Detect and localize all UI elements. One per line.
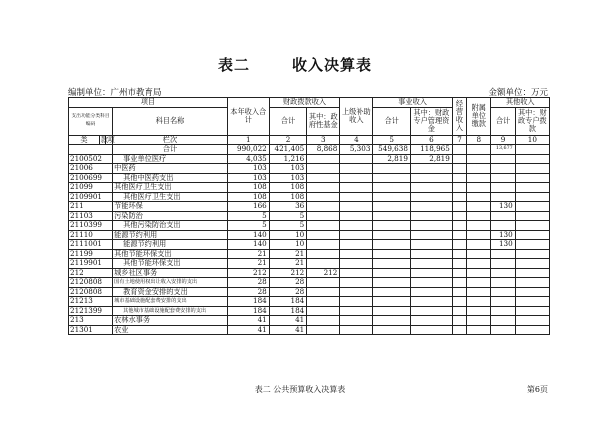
row-cell <box>515 287 549 297</box>
row-name: 教育资金安排的支出 <box>113 287 228 297</box>
row-cell <box>373 297 411 307</box>
table-row <box>69 221 550 231</box>
row-code: 21006 <box>69 164 113 174</box>
row-cell <box>410 278 452 288</box>
total-cell <box>452 145 466 155</box>
table-row <box>69 249 550 259</box>
row-cell: 103 <box>269 164 307 174</box>
row-code: 2120808 <box>69 287 113 297</box>
row-cell <box>452 154 466 164</box>
row-cell <box>373 278 411 288</box>
total-cell: 421,405 <box>269 145 307 155</box>
row-cell <box>491 173 515 183</box>
row-cell: 140 <box>227 230 269 240</box>
row-cell <box>373 287 411 297</box>
row-cell: 103 <box>269 173 307 183</box>
row-cell <box>410 297 452 307</box>
row-cell <box>410 173 452 183</box>
row-name: 事业单位医疗 <box>113 154 228 164</box>
row-cell <box>307 230 340 240</box>
col-num: 4 <box>340 135 373 145</box>
row-cell <box>307 259 340 269</box>
row-code: 213 <box>69 316 113 326</box>
row-cell <box>410 183 452 193</box>
row-cell: 140 <box>227 240 269 250</box>
row-cell <box>515 164 549 174</box>
table-row <box>69 183 550 193</box>
table-title: 收入决算表 <box>292 56 373 74</box>
row-cell <box>452 230 466 240</box>
row-cell <box>307 325 340 335</box>
row-code: 2111001 <box>69 240 113 250</box>
row-cell <box>373 316 411 326</box>
row-cell <box>307 211 340 221</box>
row-cell <box>410 221 452 231</box>
row-cell <box>340 192 373 202</box>
row-cell <box>491 259 515 269</box>
row-cell: 36 <box>269 202 307 212</box>
row-cell <box>515 249 549 259</box>
header-fiscal-total: 合计 <box>269 107 307 135</box>
row-code: 211 <box>69 202 113 212</box>
header-xiang: 项 <box>107 134 115 144</box>
row-cell <box>410 164 452 174</box>
row-cell <box>491 221 515 231</box>
row-cell <box>515 297 549 307</box>
row-cell <box>340 154 373 164</box>
row-cell <box>373 164 411 174</box>
row-cell <box>515 240 549 250</box>
row-cell <box>410 211 452 221</box>
row-code: 2100502 <box>69 154 113 164</box>
row-cell <box>467 164 491 174</box>
row-cell <box>515 221 549 231</box>
total-row <box>69 145 550 155</box>
row-cell <box>467 183 491 193</box>
row-name: 其他医疗卫生支出 <box>113 192 228 202</box>
col-num: 5 <box>373 135 411 145</box>
row-cell <box>515 173 549 183</box>
row-cell: 212 <box>227 268 269 278</box>
row-cell <box>307 154 340 164</box>
row-cell <box>340 211 373 221</box>
row-cell <box>491 249 515 259</box>
row-cell: 10 <box>269 240 307 250</box>
header-affiliated: 附属单位缴款 <box>467 98 491 136</box>
row-cell <box>515 259 549 269</box>
row-cell: 103 <box>227 164 269 174</box>
row-cell: 41 <box>269 316 307 326</box>
page-number: 第6页 <box>526 385 548 394</box>
row-cell: 130 <box>491 202 515 212</box>
row-cell <box>340 316 373 326</box>
row-cell <box>515 192 549 202</box>
row-cell <box>491 297 515 307</box>
table-row <box>69 287 550 297</box>
row-cell <box>373 268 411 278</box>
col-num: 3 <box>307 135 340 145</box>
row-cell <box>307 278 340 288</box>
row-cell <box>515 325 549 335</box>
row-code: 2109901 <box>69 192 113 202</box>
row-cell <box>410 249 452 259</box>
row-cell <box>340 297 373 307</box>
row-cell <box>467 230 491 240</box>
row-name: 污染防治 <box>113 211 228 221</box>
row-cell <box>467 287 491 297</box>
row-code: 2100699 <box>69 173 113 183</box>
row-name: 能源节约利用 <box>113 230 228 240</box>
row-cell <box>491 211 515 221</box>
row-cell: 184 <box>227 306 269 316</box>
row-cell <box>373 230 411 240</box>
header-row-1 <box>69 98 550 108</box>
row-cell <box>410 316 452 326</box>
row-name: 其他污染防治支出 <box>113 221 228 231</box>
row-cell: 5 <box>227 211 269 221</box>
total-cell: 549,638 <box>373 145 411 155</box>
row-cell <box>515 211 549 221</box>
row-cell: 108 <box>269 192 307 202</box>
row-cell: 184 <box>269 297 307 307</box>
row-name: 中医药 <box>113 164 228 174</box>
row-cell <box>515 306 549 316</box>
total-cell: 13,677 <box>491 145 515 155</box>
row-cell <box>452 240 466 250</box>
row-cell <box>467 268 491 278</box>
total-cell <box>467 145 491 155</box>
row-cell <box>340 259 373 269</box>
row-cell: 184 <box>269 306 307 316</box>
row-cell <box>340 164 373 174</box>
col-num: 7 <box>452 135 466 145</box>
header-business: 事业收入 <box>373 98 452 108</box>
row-name: 国有土地使用权出让收入安排的支出 <box>113 278 228 288</box>
header-name: 科目名称 <box>113 107 228 135</box>
row-cell <box>452 306 466 316</box>
row-cell <box>452 259 466 269</box>
row-cell <box>307 202 340 212</box>
row-cell <box>307 249 340 259</box>
row-cell <box>340 183 373 193</box>
row-cell: 41 <box>269 325 307 335</box>
row-cell <box>491 306 515 316</box>
row-name: 节能环保 <box>113 202 228 212</box>
row-cell <box>452 164 466 174</box>
row-cell <box>373 249 411 259</box>
row-name: 农业 <box>113 325 228 335</box>
row-cell: 108 <box>269 183 307 193</box>
row-cell <box>467 259 491 269</box>
row-cell: 212 <box>307 268 340 278</box>
row-cell <box>410 259 452 269</box>
row-cell <box>340 249 373 259</box>
row-cell: 41 <box>227 316 269 326</box>
table-row <box>69 154 550 164</box>
row-cell: 5 <box>227 221 269 231</box>
row-cell <box>307 221 340 231</box>
row-cell: 5 <box>269 211 307 221</box>
row-name: 其他医疗卫生支出 <box>113 183 228 193</box>
col-num: 8 <box>467 135 491 145</box>
row-cell <box>340 287 373 297</box>
header-row-lanci <box>69 135 550 145</box>
table-row <box>69 192 550 202</box>
row-cell: 28 <box>269 287 307 297</box>
row-cell <box>467 325 491 335</box>
row-name: 农林水事务 <box>113 316 228 326</box>
row-cell <box>467 240 491 250</box>
row-cell <box>467 202 491 212</box>
row-cell <box>340 268 373 278</box>
row-code: 21213 <box>69 297 113 307</box>
header-upper-subsidy: 上级补助收入 <box>340 98 373 136</box>
row-cell <box>307 183 340 193</box>
header-other-total: 合计 <box>491 107 515 135</box>
header-business-total: 合计 <box>373 107 411 135</box>
row-name: 其他中医药支出 <box>113 173 228 183</box>
row-cell: 212 <box>269 268 307 278</box>
row-cell: 10 <box>269 230 307 240</box>
row-cell <box>373 240 411 250</box>
row-cell <box>515 278 549 288</box>
header-item: 项目 <box>69 98 228 108</box>
row-cell <box>340 230 373 240</box>
row-cell <box>452 192 466 202</box>
row-cell <box>515 268 549 278</box>
income-table <box>68 97 550 335</box>
row-cell <box>491 164 515 174</box>
col-num: 1 <box>227 135 269 145</box>
table-row <box>69 268 550 278</box>
total-cell <box>515 145 549 155</box>
header-fiscal: 财政拨款收入 <box>269 98 340 108</box>
footer-caption: 表二 公共预算收入决算表 <box>254 385 346 394</box>
header-code: 支出功能分类科目编码 <box>69 107 113 135</box>
row-cell <box>410 325 452 335</box>
row-code: 2119901 <box>69 259 113 269</box>
header-other-special: 其中：财政专户拨款 <box>515 107 549 135</box>
header-business-special: 其中：财政专户管理资金 <box>410 107 452 135</box>
row-cell <box>410 287 452 297</box>
row-name: 城市基础设施配套费安排的支出 <box>113 297 228 307</box>
row-cell <box>467 221 491 231</box>
table-row <box>69 240 550 250</box>
table-row <box>69 230 550 240</box>
table-row <box>69 211 550 221</box>
total-cell: 8,868 <box>307 145 340 155</box>
row-cell <box>410 240 452 250</box>
row-code: 212 <box>69 268 113 278</box>
table-row <box>69 278 550 288</box>
row-cell <box>307 240 340 250</box>
row-code: 21199 <box>69 249 113 259</box>
header-total-income: 本年收入合计 <box>227 98 269 136</box>
row-cell: 41 <box>227 325 269 335</box>
row-cell: 21 <box>227 249 269 259</box>
row-cell <box>410 268 452 278</box>
row-cell <box>452 325 466 335</box>
row-cell: 28 <box>227 287 269 297</box>
row-code: 21301 <box>69 325 113 335</box>
row-cell <box>491 278 515 288</box>
row-cell <box>491 325 515 335</box>
row-cell: 1,216 <box>269 154 307 164</box>
row-cell <box>452 249 466 259</box>
row-cell <box>373 221 411 231</box>
row-code: 21103 <box>69 211 113 221</box>
row-cell <box>410 230 452 240</box>
row-cell: 130 <box>491 240 515 250</box>
row-code: 2120808 <box>69 278 113 288</box>
row-cell: 5 <box>269 221 307 231</box>
row-cell <box>373 211 411 221</box>
table-row <box>69 325 550 335</box>
header-lei: 类 <box>69 135 100 145</box>
row-cell <box>467 278 491 288</box>
row-cell <box>491 287 515 297</box>
row-name: 能源节约利用 <box>113 240 228 250</box>
row-cell: 28 <box>227 278 269 288</box>
row-cell <box>452 221 466 231</box>
row-cell: 103 <box>227 173 269 183</box>
row-cell <box>340 221 373 231</box>
row-name: 其他城市基础设施配套费安排的支出 <box>113 306 228 316</box>
compiling-unit: 编制单位：广州市教育局 <box>68 88 162 98</box>
table-row <box>69 173 550 183</box>
row-cell <box>452 268 466 278</box>
row-cell <box>467 192 491 202</box>
row-cell <box>452 211 466 221</box>
row-cell <box>467 306 491 316</box>
row-cell: 2,819 <box>410 154 452 164</box>
header-operating: 经营收入 <box>452 98 466 136</box>
row-cell <box>340 240 373 250</box>
row-cell <box>373 325 411 335</box>
row-code: 2121399 <box>69 306 113 316</box>
row-cell <box>373 192 411 202</box>
row-cell <box>307 306 340 316</box>
row-cell: 108 <box>227 183 269 193</box>
total-cell: 5,303 <box>340 145 373 155</box>
col-num: 6 <box>410 135 452 145</box>
row-cell <box>307 287 340 297</box>
row-cell <box>340 306 373 316</box>
row-cell <box>373 259 411 269</box>
row-cell: 21 <box>227 259 269 269</box>
row-cell <box>307 173 340 183</box>
row-cell <box>340 325 373 335</box>
row-cell <box>307 164 340 174</box>
row-cell <box>410 306 452 316</box>
row-cell <box>467 211 491 221</box>
row-cell <box>373 306 411 316</box>
row-cell <box>452 287 466 297</box>
row-cell <box>452 278 466 288</box>
row-cell <box>410 202 452 212</box>
row-cell <box>307 297 340 307</box>
row-cell: 108 <box>227 192 269 202</box>
row-cell <box>467 249 491 259</box>
row-code: 21099 <box>69 183 113 193</box>
header-other: 其他收入 <box>491 98 550 108</box>
row-cell <box>340 278 373 288</box>
row-cell <box>467 297 491 307</box>
row-cell: 28 <box>269 278 307 288</box>
row-cell <box>373 183 411 193</box>
total-cell: 118,965 <box>410 145 452 155</box>
row-cell <box>467 316 491 326</box>
row-cell <box>491 183 515 193</box>
row-cell <box>515 154 549 164</box>
row-cell <box>515 183 549 193</box>
row-name: 其他节能环保支出 <box>113 259 228 269</box>
row-cell: 166 <box>227 202 269 212</box>
row-cell <box>452 183 466 193</box>
col-num: 10 <box>515 135 549 145</box>
row-cell <box>467 154 491 164</box>
row-cell <box>452 297 466 307</box>
row-cell <box>491 154 515 164</box>
header-kuan: 款 <box>100 134 109 144</box>
row-cell: 130 <box>491 230 515 240</box>
total-label: 合计 <box>113 145 228 155</box>
row-cell <box>515 202 549 212</box>
row-cell <box>515 230 549 240</box>
row-cell <box>452 173 466 183</box>
row-cell <box>491 268 515 278</box>
row-cell <box>452 202 466 212</box>
row-cell: 21 <box>269 259 307 269</box>
table-row <box>69 202 550 212</box>
row-cell <box>452 316 466 326</box>
table-number: 表二 <box>218 56 251 74</box>
table-row <box>69 316 550 326</box>
row-code: 2110399 <box>69 221 113 231</box>
col-num: 9 <box>491 135 515 145</box>
table-row <box>69 164 550 174</box>
row-cell: 4,035 <box>227 154 269 164</box>
row-cell <box>467 173 491 183</box>
row-code: 21110 <box>69 230 113 240</box>
row-cell <box>340 173 373 183</box>
row-cell <box>491 316 515 326</box>
table-row <box>69 306 550 316</box>
row-cell <box>340 202 373 212</box>
row-cell <box>491 192 515 202</box>
row-cell <box>410 192 452 202</box>
row-cell: 2,819 <box>373 154 411 164</box>
row-cell: 21 <box>269 249 307 259</box>
col-num: 2 <box>269 135 307 145</box>
row-cell <box>515 316 549 326</box>
row-cell <box>373 202 411 212</box>
row-cell <box>307 316 340 326</box>
total-cell: 990,022 <box>227 145 269 155</box>
row-name: 其他节能环保支出 <box>113 249 228 259</box>
table-row <box>69 259 550 269</box>
amount-unit: 金额单位：万元 <box>488 88 548 98</box>
row-cell: 184 <box>227 297 269 307</box>
row-cell <box>307 192 340 202</box>
header-fiscal-gov-fund: 其中：政府性基金 <box>307 107 340 135</box>
header-lanci: 栏次 <box>113 135 228 145</box>
row-name: 城乡社区事务 <box>113 268 228 278</box>
row-cell <box>373 173 411 183</box>
table-row <box>69 297 550 307</box>
